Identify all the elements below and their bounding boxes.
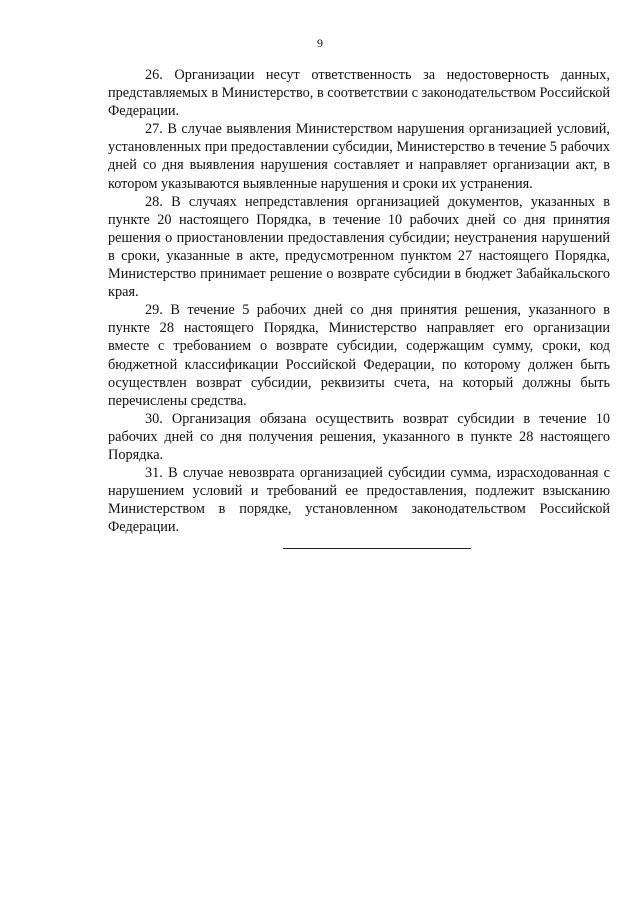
document-body <box>108 66 610 536</box>
paragraph-29: 29. В течение 5 рабочих дней со дня принятия решения, указанного в пункте 28 настоящего Порядка, Министерство направляет его организации вместе с требованием о возврате субсидии, содержащим сумму, сроки, код бюджетной классификации Российской Федерации, по которому должен быть осуществлен возврат субсидии, реквизиты счета, на который должны быть перечислены средства. <box>108 302 610 409</box>
page-number: 9 <box>317 36 323 50</box>
paragraph-27: 27. В случае выявления Министерством нарушения организацией условий, установленных при предоставлении субсидии, Министерство в течение 5 рабочих дней со дня выявления нарушения составляет и направляет организации акт, в котором указываются выявленные нарушения и сроки их устранения. <box>108 121 610 192</box>
paragraph-28: 28. В случаях непредставления организацией документов, указанных в пункте 20 настоящего Порядка, в течение 10 рабочих дней со дня принятия решения о приостановлении предоставления субсидии; неустранения нарушений в сроки, указанные в акте, предусмотренном пунктом 27 настоящего Порядка, Министерство принимает решение о возврате субсидии в бюджет Забайкальского края. <box>108 193 610 301</box>
paragraph-30: 30. Организация обязана осуществить возврат субсидии в течение 10 рабочих дней со дня получения решения, указанного в пункте 28 настоящего Порядка. <box>108 410 610 463</box>
paragraph-26: 26. Организации несут ответственность за недостоверность данных, представляемых в Министерство, в соответствии с законодательством Российской Федерации. <box>108 67 611 120</box>
paragraph-31: 31. В случае невозврата организацией субсидии сумма, израсходованная с нарушением условий и требований ее предоставления, подлежит взысканию Министерством в порядке, установленном законодательством Российской Федерации. <box>108 465 610 536</box>
closing-divider-line <box>283 548 471 549</box>
